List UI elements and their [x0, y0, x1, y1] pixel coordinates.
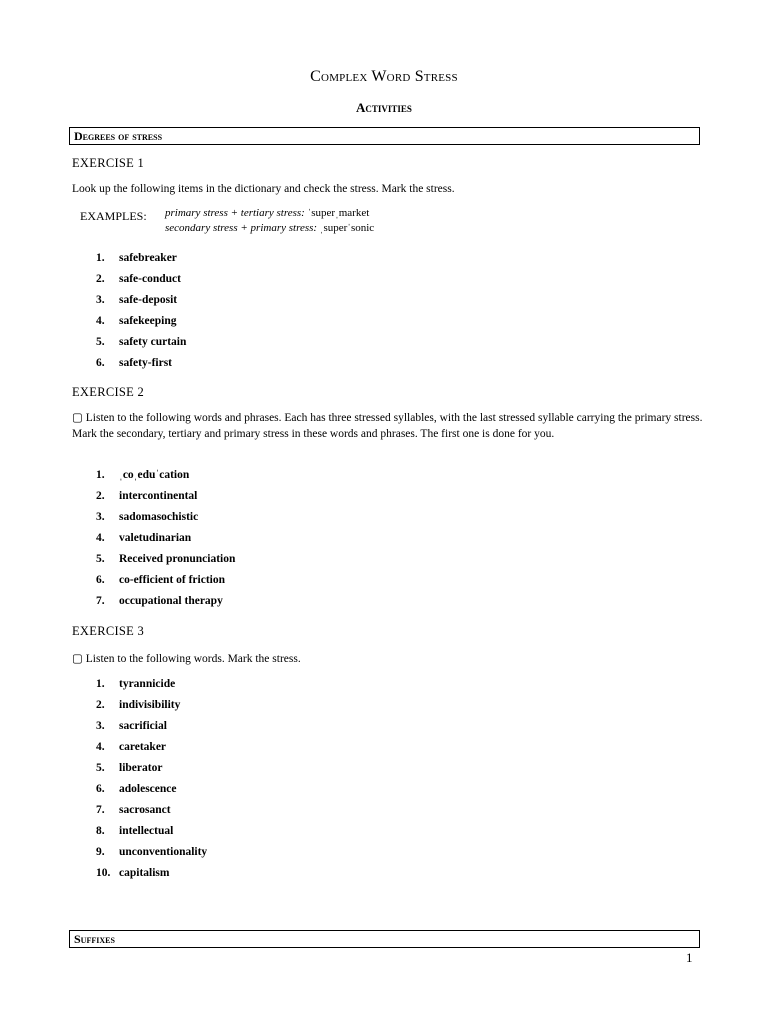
list-item-text: unconventionality [119, 846, 208, 858]
list-item-number: 5. [96, 336, 105, 348]
document-subtitle: Activities [356, 100, 412, 115]
list-item-text: tyrannicide [119, 678, 176, 690]
list-item-text: sacrificial [119, 720, 167, 732]
exercise3-instruction-text: Listen to the following words. Mark the stress. [82, 653, 301, 665]
list-item-number: 4. [96, 741, 105, 753]
example1-word: ˈsuperˌmarket [304, 207, 370, 219]
example-line-1 [165, 207, 369, 219]
list-item-number: 7. [96, 595, 105, 607]
list-item-number: 6. [96, 357, 105, 369]
headphones-icon: ▢ [72, 653, 83, 665]
exercise2-instruction-text: Listen to the following words and phrases. Each has three stressed syllables, with the last stressed syllable carrying the primary stress. Mark the secondary, tertiary and primary stress in these words and phrases. The first one is done for you. [72, 412, 703, 440]
page-number: 1 [686, 950, 693, 965]
list-item-number: 4. [96, 532, 105, 544]
list-item-text: capitalism [119, 867, 170, 879]
section-heading-suffixes: Suffixes [69, 930, 700, 948]
list-item-number: 1. [96, 252, 105, 264]
list-item-text: safekeeping [119, 315, 177, 327]
list-item-number: 3. [96, 511, 105, 523]
list-item-number: 3. [96, 294, 105, 306]
list-item-number: 2. [96, 699, 105, 711]
list-item-number: 10. [96, 867, 111, 879]
list-item-text: occupational therapy [119, 595, 223, 607]
headphones-icon: ▢ [72, 412, 83, 424]
list-item-number: 1. [96, 678, 105, 690]
list-item-text: safe-deposit [119, 294, 178, 306]
list-item-text: safebreaker [119, 252, 177, 264]
list-item-text: co-efficient of friction [119, 574, 226, 586]
example2-word: ˌsuperˈsonic [317, 222, 375, 234]
exercise2-instruction [72, 411, 712, 442]
exercise1-instruction: Look up the following items in the dictionary and check the stress. Mark the stress. [72, 183, 455, 195]
examples-label: EXAMPLES: [80, 209, 147, 223]
list-item-text: safe-conduct [119, 273, 181, 285]
list-item-text: adolescence [119, 783, 177, 795]
exercise2-heading: EXERCISE 2 [72, 385, 145, 399]
list-item-number: 1. [96, 469, 105, 481]
list-item-number: 6. [96, 574, 105, 586]
exercise3-heading: EXERCISE 3 [72, 624, 145, 638]
exercise1-heading: EXERCISE 1 [72, 156, 145, 170]
list-item-text: sadomasochistic [119, 511, 199, 523]
list-item-number: 2. [96, 273, 105, 285]
example1-description: primary stress + tertiary stress: [165, 207, 305, 219]
list-item-text: Received pronunciation [119, 553, 236, 565]
list-item-number: 2. [96, 490, 105, 502]
list-item-number: 3. [96, 720, 105, 732]
list-item-text: intellectual [119, 825, 174, 837]
list-item-text: liberator [119, 762, 163, 774]
list-item-text: safety-first [119, 357, 173, 369]
list-item-number: 4. [96, 315, 105, 327]
example2-description: secondary stress + primary stress: [165, 222, 318, 234]
list-item-text: valetudinarian [119, 532, 192, 544]
list-item-number: 9. [96, 846, 105, 858]
list-item-number: 8. [96, 825, 105, 837]
list-item-text: indivisibility [119, 699, 181, 711]
document-title: Complex Word Stress [310, 68, 458, 85]
list-item-text: sacrosanct [119, 804, 171, 816]
list-item-number: 7. [96, 804, 105, 816]
example-line-2 [165, 222, 374, 234]
exercise3-instruction [72, 652, 712, 668]
list-item-number: 5. [96, 762, 105, 774]
list-item-number: 6. [96, 783, 105, 795]
list-item-number: 5. [96, 553, 105, 565]
section-heading-degrees: Degrees of stress [69, 127, 700, 145]
list-item-text: caretaker [119, 741, 167, 753]
list-item-text: safety curtain [119, 336, 187, 348]
list-item-text: ˌcoˌeduˈcation [119, 469, 190, 481]
list-item-text: intercontinental [119, 490, 198, 502]
